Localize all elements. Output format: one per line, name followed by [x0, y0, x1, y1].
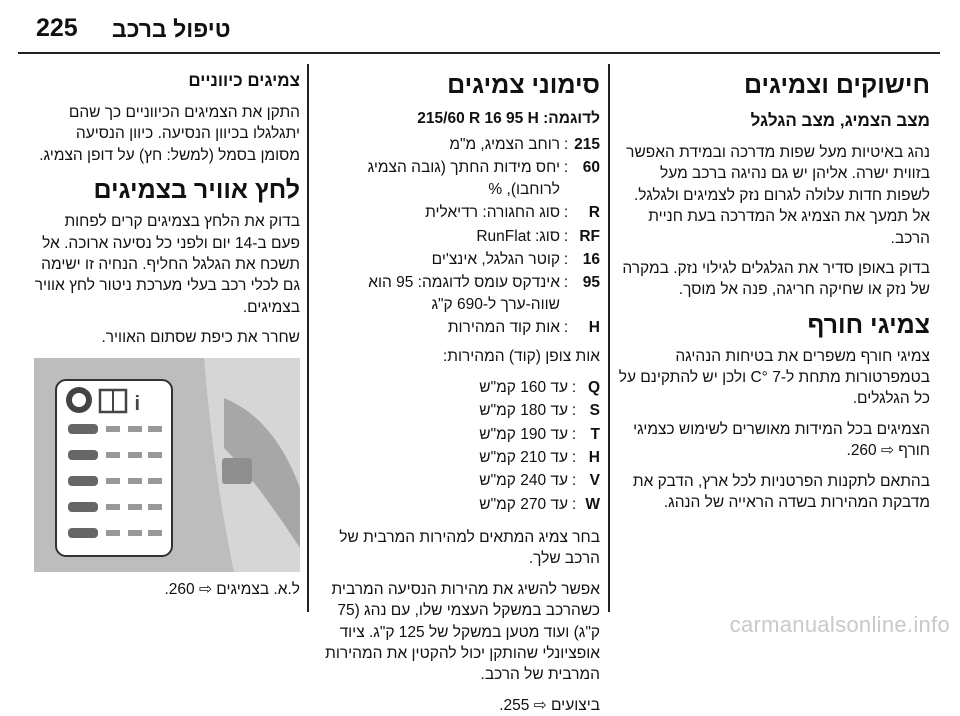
- paragraph-valve-cap: שחרר את כיפת שסתום האוויר.: [101, 329, 300, 347]
- speed-code: W: [585, 495, 600, 513]
- size-colon: :: [563, 250, 569, 268]
- size-desc: אינדקס עומס לדוגמה: 95 הוא שווה-ערך ל-690 ק"ג: [368, 274, 560, 313]
- section-title-rims-tyres: חישוקים וצמיגים: [743, 71, 930, 99]
- size-list: [316, 134, 600, 338]
- page-header: [0, 0, 960, 64]
- size-code: R: [588, 204, 600, 222]
- example-value: 215/60 R 16 95 H: [417, 110, 539, 127]
- paragraph-winter-2: הצמיגים בכל המידות מאושרים לשימוש כצמיגי חורף ⇨ 260.: [633, 420, 930, 460]
- size-colon: :: [563, 136, 569, 153]
- section-title-winter-tyres: צמיגי חורף: [807, 310, 930, 339]
- paragraph-max-speed: בחר צמיג המתאים למהירות המרבית של הרכב שלך.: [339, 529, 600, 568]
- size-desc: סוג: RunFlat: [476, 227, 560, 245]
- brand-emblem-inner: [72, 393, 86, 407]
- header-divider: [18, 52, 940, 54]
- speed-code: S: [589, 402, 600, 420]
- speed-colon: :: [571, 448, 577, 466]
- size-code: 95: [582, 274, 600, 292]
- paragraph-performance-ref: ביצועים ⇨ 255.: [499, 696, 600, 714]
- speed-row: [316, 424, 600, 445]
- size-code: H: [588, 319, 600, 336]
- size-desc: אות קוד המהירות: [447, 319, 560, 336]
- speed-desc: עד 160 קמ"ש: [479, 378, 568, 396]
- speed-row: [316, 470, 600, 491]
- subsection-title-tyre-condition: מצב הצמיג, מצב הגלגל: [750, 111, 930, 130]
- door-latch: [222, 458, 252, 484]
- speed-code: V: [589, 472, 600, 490]
- speed-list: [316, 377, 600, 515]
- speed-colon: :: [571, 402, 577, 420]
- tyre-size-example: [316, 110, 600, 128]
- size-code: 60: [582, 159, 600, 177]
- section-title-tyre-pressure: לחץ אוויר בצמיגים: [93, 176, 300, 205]
- size-desc: סוג החגורה: רדיאלית: [425, 204, 560, 222]
- column-divider-right: [608, 64, 610, 612]
- speed-desc: עד 180 קמ"ש: [479, 402, 568, 420]
- speed-code: H: [588, 448, 600, 466]
- speed-colon: :: [571, 378, 577, 396]
- size-colon: :: [563, 159, 569, 177]
- size-colon: :: [563, 274, 569, 292]
- size-colon: :: [563, 227, 569, 245]
- left-column: [34, 64, 300, 620]
- paragraph-directional: התקן את הצמיגים הכיווניים כך שהם יתגלגלו בכיוון הנסיעה. כיוון הנסיעה מסומן בסמל (למשל: חץ) על דופן הצמיג.: [39, 104, 300, 164]
- section-title-directional-tyres: צמיגים כיווניים: [188, 71, 300, 90]
- speed-row: [316, 447, 600, 468]
- speed-row: [316, 377, 600, 398]
- right-column: [618, 64, 930, 620]
- speed-colon: :: [571, 495, 577, 513]
- size-desc: רוחב הצמיג, מ"מ: [449, 136, 560, 153]
- section-title-tyre-markings: סימוני צמיגים: [447, 71, 600, 99]
- size-desc: יחס מידות החתך (גובה הצמיג לרוחבו), %: [367, 159, 560, 198]
- size-row: [316, 317, 600, 338]
- size-row: [316, 272, 600, 315]
- example-label: לדוגמה:: [543, 110, 600, 127]
- size-row: [316, 134, 600, 155]
- size-code: 215: [574, 136, 600, 153]
- speed-code: Q: [587, 378, 600, 396]
- paragraph-inspect: בדוק באופן סדיר את הגלגלים לגילוי נזק. במקרה של נזק או שחיקה חריגה, פנה אל מוסך.: [622, 259, 930, 299]
- speed-desc: עד 270 קמ"ש: [479, 495, 568, 513]
- figure-caption: ל.א. בצמיגים ⇨ 260.: [164, 581, 300, 599]
- info-icon: i: [134, 393, 140, 416]
- size-desc: קוטר הגלגל, אינצ'ים: [431, 250, 560, 268]
- size-colon: :: [563, 204, 569, 222]
- watermark: carmanualsonline.info: [729, 612, 950, 637]
- speed-row: [316, 494, 600, 515]
- speed-desc: עד 190 קמ"ש: [479, 425, 568, 443]
- speed-code-intro: אות צופן (קוד) המהירות:: [442, 348, 600, 366]
- paragraph-max-speed-load: אפשר להשיג את מהירות הנסיעה המרבית כשהרכב במשקל העצמי שלו, עם נהג (75 ק"ג) ועוד מטען במשקל של 125 ק"ג. ציוד אופציונלי שהותקן יכול להקטין את המהירות המרבית של הרכב.: [325, 580, 600, 684]
- paragraph-tyre-pressure: בדוק את הלחץ בצמיגים קרים לפחות פעם ב-14 יום ולפני כל נסיעה ארוכה. אל תשכח את הגלגל החליף. הנחיה זו ישימה גם לכלי רכב בעלי מערכת ניטור לחץ אוויר בצמיגים.: [34, 213, 300, 316]
- column-divider-left: [307, 64, 309, 612]
- speed-colon: :: [571, 425, 577, 443]
- paragraph-winter-1: צמיגי חורף משפרים את בטיחות הנהיגה בטמפרטורות מתחת ל-7 °C ולכן יש להתקינם על כל הגלגלים.: [618, 347, 930, 408]
- size-colon: :: [563, 319, 569, 336]
- page-number: 225: [36, 14, 78, 42]
- size-code: 16: [582, 250, 600, 268]
- paragraph-winter-3: בהתאם לתקנות הפרטניות לכל ארץ, הדבק את מדבקת המהירות בשדה הראייה של הנהג.: [632, 472, 930, 511]
- size-row: [316, 157, 600, 200]
- tyre-pressure-label-figure: [34, 358, 300, 572]
- speed-colon: :: [571, 472, 577, 490]
- size-row: [316, 226, 600, 247]
- paragraph-curbs: נהג באיטיות מעל שפות מדרכה ובמידת האפשר בזווית ישרה. אליהן יש גם נהיגה ברכב מעל לשפות חדות עלולה לגרום נזק לצמיגים ולגלגל. אל תמעך את הצמיג אל המדרכה בעת חניית הרכב.: [626, 144, 930, 247]
- speed-desc: עד 210 קמ"ש: [479, 448, 568, 466]
- size-code: RF: [579, 227, 600, 245]
- middle-column: [316, 64, 600, 714]
- size-row: [316, 249, 600, 270]
- speed-desc: עד 240 קמ"ש: [479, 472, 568, 490]
- size-row: [316, 202, 600, 223]
- speed-code: T: [590, 425, 600, 443]
- speed-row: [316, 400, 600, 421]
- chapter-title: טיפול ברכב: [112, 16, 231, 42]
